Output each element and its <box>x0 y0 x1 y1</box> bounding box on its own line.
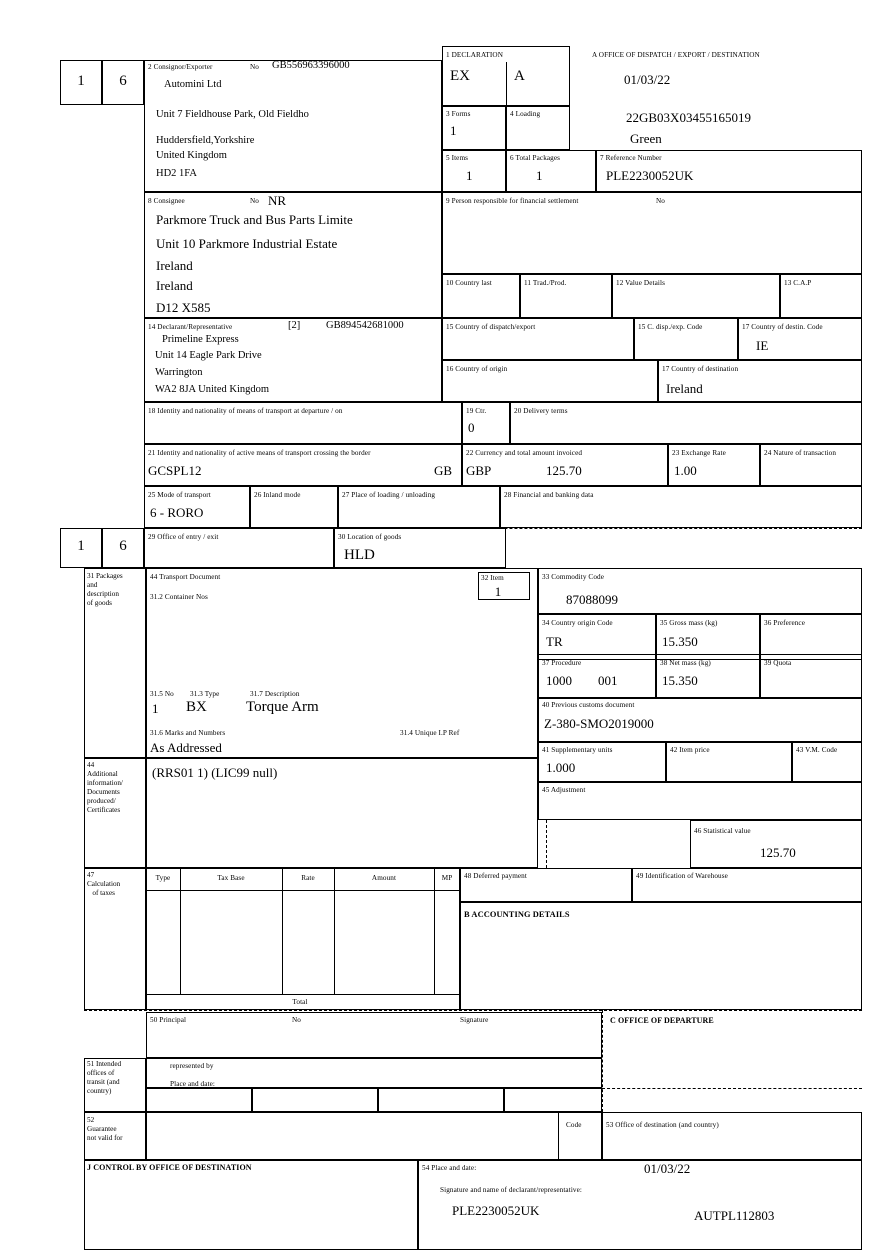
box-41-label: 41 Supplementary units <box>542 746 613 754</box>
box-2-no-label: No <box>250 63 259 71</box>
box-21-value: GCSPL12 <box>148 463 202 478</box>
box-31-2-label: 31.2 Container Nos <box>150 593 208 601</box>
box-8-no-label: No <box>250 197 259 205</box>
tax-col-header-rate: Rate <box>301 874 315 882</box>
box-14-line-2: Warrington <box>155 367 203 378</box>
box-7-value: PLE2230052UK <box>606 168 694 183</box>
box-19-label: 19 Ctr. <box>466 407 487 415</box>
box-17c-label: 17 Country of destin. Code <box>742 323 823 331</box>
box-35-label: 35 Gross mass (kg) <box>660 619 718 627</box>
box-25-value: 6 - RORO <box>150 505 204 520</box>
box-52-code-divider <box>558 1112 559 1160</box>
box-8-label: 8 Consignee <box>148 197 185 205</box>
box-26-label: 26 Inland mode <box>254 491 301 499</box>
box-31-7-label: 31.7 Description <box>250 690 300 698</box>
box-22-currency: GBP <box>466 463 492 478</box>
box-50-signature-label: Signature <box>460 1016 489 1024</box>
tax-col-header-amount: Amount <box>371 874 397 882</box>
box-50-principal <box>146 1012 602 1058</box>
tax-table-total-divider <box>146 994 460 995</box>
box-24-label: 24 Nature of transaction <box>764 449 837 457</box>
box-3-value: 1 <box>450 123 457 138</box>
box-a-date: 01/03/22 <box>624 72 671 87</box>
box-8-no-value: NR <box>268 193 287 208</box>
box-2-line-4: HD2 1FA <box>156 168 197 179</box>
box-3-label: 3 Forms <box>446 110 471 118</box>
box-31-4-label: 31.4 Unique I.P Ref <box>400 729 460 737</box>
corner-right-top-value: 6 <box>119 73 127 89</box>
box-14-line-1: Unit 14 Eagle Park Drive <box>155 350 262 361</box>
box-43-label: 43 V.M. Code <box>796 746 838 754</box>
box-6-value: 1 <box>536 168 543 183</box>
box-1-label: 1 DECLARATION <box>446 51 503 59</box>
box-50-no-label: No <box>292 1016 301 1024</box>
box-17-value: Ireland <box>666 381 703 396</box>
box-a-lane: Green <box>630 131 662 146</box>
box-31-7-value: Torque Arm <box>246 699 319 715</box>
box-2-line-0: Automini Ltd <box>164 79 222 90</box>
box-j-control <box>84 1160 418 1250</box>
box-10-label: 10 Country last <box>446 279 492 287</box>
box-8-line-2: Ireland <box>156 258 193 273</box>
box-50-label: 50 Principal <box>150 1016 187 1024</box>
tax-col-divider-1 <box>180 868 181 994</box>
box-4-label: 4 Loading <box>510 110 541 118</box>
box-5-value: 1 <box>466 168 473 183</box>
box-34-value: TR <box>546 634 563 649</box>
box-9-no-label: No <box>656 197 665 205</box>
box-14-label: 14 Declarant/Representative <box>148 323 233 331</box>
box-a-mrn: 22GB03X03455165019 <box>626 110 751 125</box>
box-25-label: 25 Mode of transport <box>148 491 211 499</box>
box-54-ref: PLE2230052UK <box>452 1203 540 1218</box>
box-c-left-divider <box>602 1010 603 1112</box>
box-16-label: 16 Country of origin <box>446 365 508 373</box>
box-2-line-2: Huddersfield,Yorkshire <box>156 135 255 146</box>
box-15-label: 15 Country of dispatch/export <box>446 323 536 331</box>
box-j-label: J CONTROL BY OFFICE OF DESTINATION <box>87 1163 252 1172</box>
box-1-sub: A <box>514 68 525 84</box>
box-31-label: 31 Packages and description of goods <box>87 572 123 607</box>
box-52-code-label: Code <box>566 1121 582 1129</box>
box-48-label: 48 Deferred payment <box>464 872 527 880</box>
box-51-cell-1 <box>146 1088 252 1112</box>
box-13-label: 13 C.A.P <box>784 279 812 287</box>
box-22-amount: 125.70 <box>546 463 582 478</box>
box-46-value: 125.70 <box>760 845 796 860</box>
box-31-6-value: As Addressed <box>150 740 222 755</box>
tax-col-divider-2 <box>282 868 283 994</box>
box-37-value2: 001 <box>598 673 618 688</box>
box-32-value: 1 <box>494 584 502 599</box>
tax-total-label: Total <box>292 998 308 1006</box>
box-2-line-1: Unit 7 Fieldhouse Park, Old Fieldho <box>156 109 309 120</box>
box-14-marker: [2] <box>288 320 301 331</box>
box-54-label: 54 Place and date: <box>422 1164 477 1172</box>
box-47-label: 47 Calculation of taxes <box>87 871 121 897</box>
box-14-line-0: Primeline Express <box>162 334 239 345</box>
box-17-label: 17 Country of destination <box>662 365 739 373</box>
box-9-label: 9 Person responsible for financial settlement <box>446 197 579 205</box>
box-b-label: B ACCOUNTING DETAILS <box>464 910 570 919</box>
box-11-label: 11 Trad./Prod. <box>524 279 567 287</box>
box-53-label: 53 Office of destination (and country) <box>606 1121 719 1129</box>
box-40-label: 40 Previous customs document <box>542 701 635 709</box>
box-27-label: 27 Place of loading / unloading <box>342 491 436 499</box>
corner-left-top-value: 1 <box>77 73 85 89</box>
box-c-label: C OFFICE OF DEPARTURE <box>610 1016 714 1025</box>
box-19-value: 0 <box>468 420 475 435</box>
box-34-label: 34 Country origin Code <box>542 619 613 627</box>
box-46-label: 46 Statistical value <box>694 827 751 835</box>
box-1-divider <box>506 62 507 106</box>
box-45-label: 45 Adjustment <box>542 786 586 794</box>
box-31-5-value: 1 <box>152 701 159 716</box>
box-c-bottom-divider <box>602 1088 862 1089</box>
box-a-label: A OFFICE OF DISPATCH / EXPORT / DESTINATION <box>592 51 760 59</box>
tax-col-header-mp: MP <box>441 874 453 882</box>
box-42-label: 42 Item price <box>670 746 710 754</box>
box-54-date: 01/03/22 <box>644 1161 691 1176</box>
box-45-46-divider <box>546 820 547 868</box>
box-31-6-label: 31.6 Marks and Numbers <box>150 729 226 737</box>
box-51-label: 51 Intended offices of transit (and country) <box>87 1060 122 1095</box>
box-45-adjustment <box>538 782 862 820</box>
tax-col-divider-4 <box>434 868 435 994</box>
box-37-label: 37 Procedure <box>542 659 582 667</box>
box-23-label: 23 Exchange Rate <box>672 449 726 457</box>
box-20-label: 20 Delivery terms <box>514 407 568 415</box>
box-23-value: 1.00 <box>674 463 697 478</box>
box-8-line-4: D12 X585 <box>156 300 211 315</box>
tax-col-header-type: Type <box>155 874 171 882</box>
box-14-no-value: GB894542681000 <box>326 320 404 331</box>
box-52-label: 52 Guarantee not valid for <box>87 1116 123 1142</box>
box-21-label: 21 Identity and nationality of active means of transport crossing the border <box>148 449 371 457</box>
tax-col-divider-3 <box>334 868 335 994</box>
tax-table-header-divider <box>146 890 460 891</box>
box-30-value: HLD <box>344 547 375 563</box>
box-22-label: 22 Currency and total amount invoiced <box>466 449 583 457</box>
box-33-value: 87088099 <box>566 592 618 607</box>
box-29-label: 29 Office of entry / exit <box>148 533 219 541</box>
box-51-cell-4 <box>504 1088 602 1112</box>
box-49-label: 49 Identification of Warehouse <box>636 872 728 880</box>
box-12-label: 12 Value Details <box>616 279 665 287</box>
box-31-3-value: BX <box>186 699 207 715</box>
box-51-cell-2 <box>252 1088 378 1112</box>
box-31-3-label: 31.3 Type <box>190 690 220 698</box>
box-44-value: (RRS01 1) (LIC99 null) <box>152 765 278 780</box>
corner-right-mid-value: 6 <box>119 538 127 554</box>
box-50-place-and-date: Place and date: <box>170 1080 216 1088</box>
section-divider-2 <box>84 1010 862 1011</box>
box-41-value: 1.000 <box>546 760 576 775</box>
box-28-label: 28 Financial and banking data <box>504 491 594 499</box>
box-38-label: 38 Net mass (kg) <box>660 659 711 667</box>
box-39-label: 39 Quota <box>764 659 792 667</box>
box-14-line-3: WA2 8JA United Kingdom <box>155 384 270 395</box>
box-53-office-destination <box>602 1112 862 1160</box>
corner-left-mid-value: 1 <box>77 538 85 554</box>
box-18-label: 18 Identity and nationality of means of transport at departure / on <box>148 407 343 415</box>
box-54-ref2: AUTPL112803 <box>694 1208 775 1223</box>
box-33-label: 33 Commodity Code <box>542 573 604 581</box>
box-8-line-3: Ireland <box>156 278 193 293</box>
box-44-label: 44 Additional information/ Documents produced/ Certificates <box>87 761 123 814</box>
box-15c-label: 15 C. disp./exp. Code <box>638 323 703 331</box>
box-30-label: 30 Location of goods <box>338 533 402 541</box>
box-36-label: 36 Preference <box>764 619 806 627</box>
box-2-label: 2 Consignor/Exporter <box>148 63 213 71</box>
box-6-label: 6 Total Packages <box>510 154 561 162</box>
box-2-line-3: United Kingdom <box>156 150 227 161</box>
box-37-value: 1000 <box>546 673 572 688</box>
box-35-value: 15.350 <box>662 634 698 649</box>
box-44-transport-label: 44 Transport Document <box>150 573 221 581</box>
box-31-5-label: 31.5 No <box>150 690 174 698</box>
box-21-nationality: GB <box>434 463 453 478</box>
box-1-type: EX <box>450 68 470 84</box>
tax-col-header-tax-base: Tax Base <box>217 874 245 882</box>
box-52-content <box>146 1112 602 1160</box>
box-5-label: 5 Items <box>446 154 469 162</box>
box-38-value: 15.350 <box>662 673 698 688</box>
box-2-no-value: GB556963396000 <box>272 60 350 71</box>
box-54-signature-label: Signature and name of declarant/representative: <box>440 1186 582 1194</box>
box-51-cell-3 <box>378 1088 504 1112</box>
box-40-value: Z-380-SMO2019000 <box>544 716 654 731</box>
box-8-line-0: Parkmore Truck and Bus Parts Limite <box>156 212 353 227</box>
box-32-label: 32 Item <box>481 574 504 582</box>
box-8-line-1: Unit 10 Parkmore Industrial Estate <box>156 236 338 251</box>
box-7-label: 7 Reference Number <box>600 154 662 162</box>
box-50-represented-by: represented by <box>170 1062 214 1070</box>
box-17c-value: IE <box>756 338 769 353</box>
